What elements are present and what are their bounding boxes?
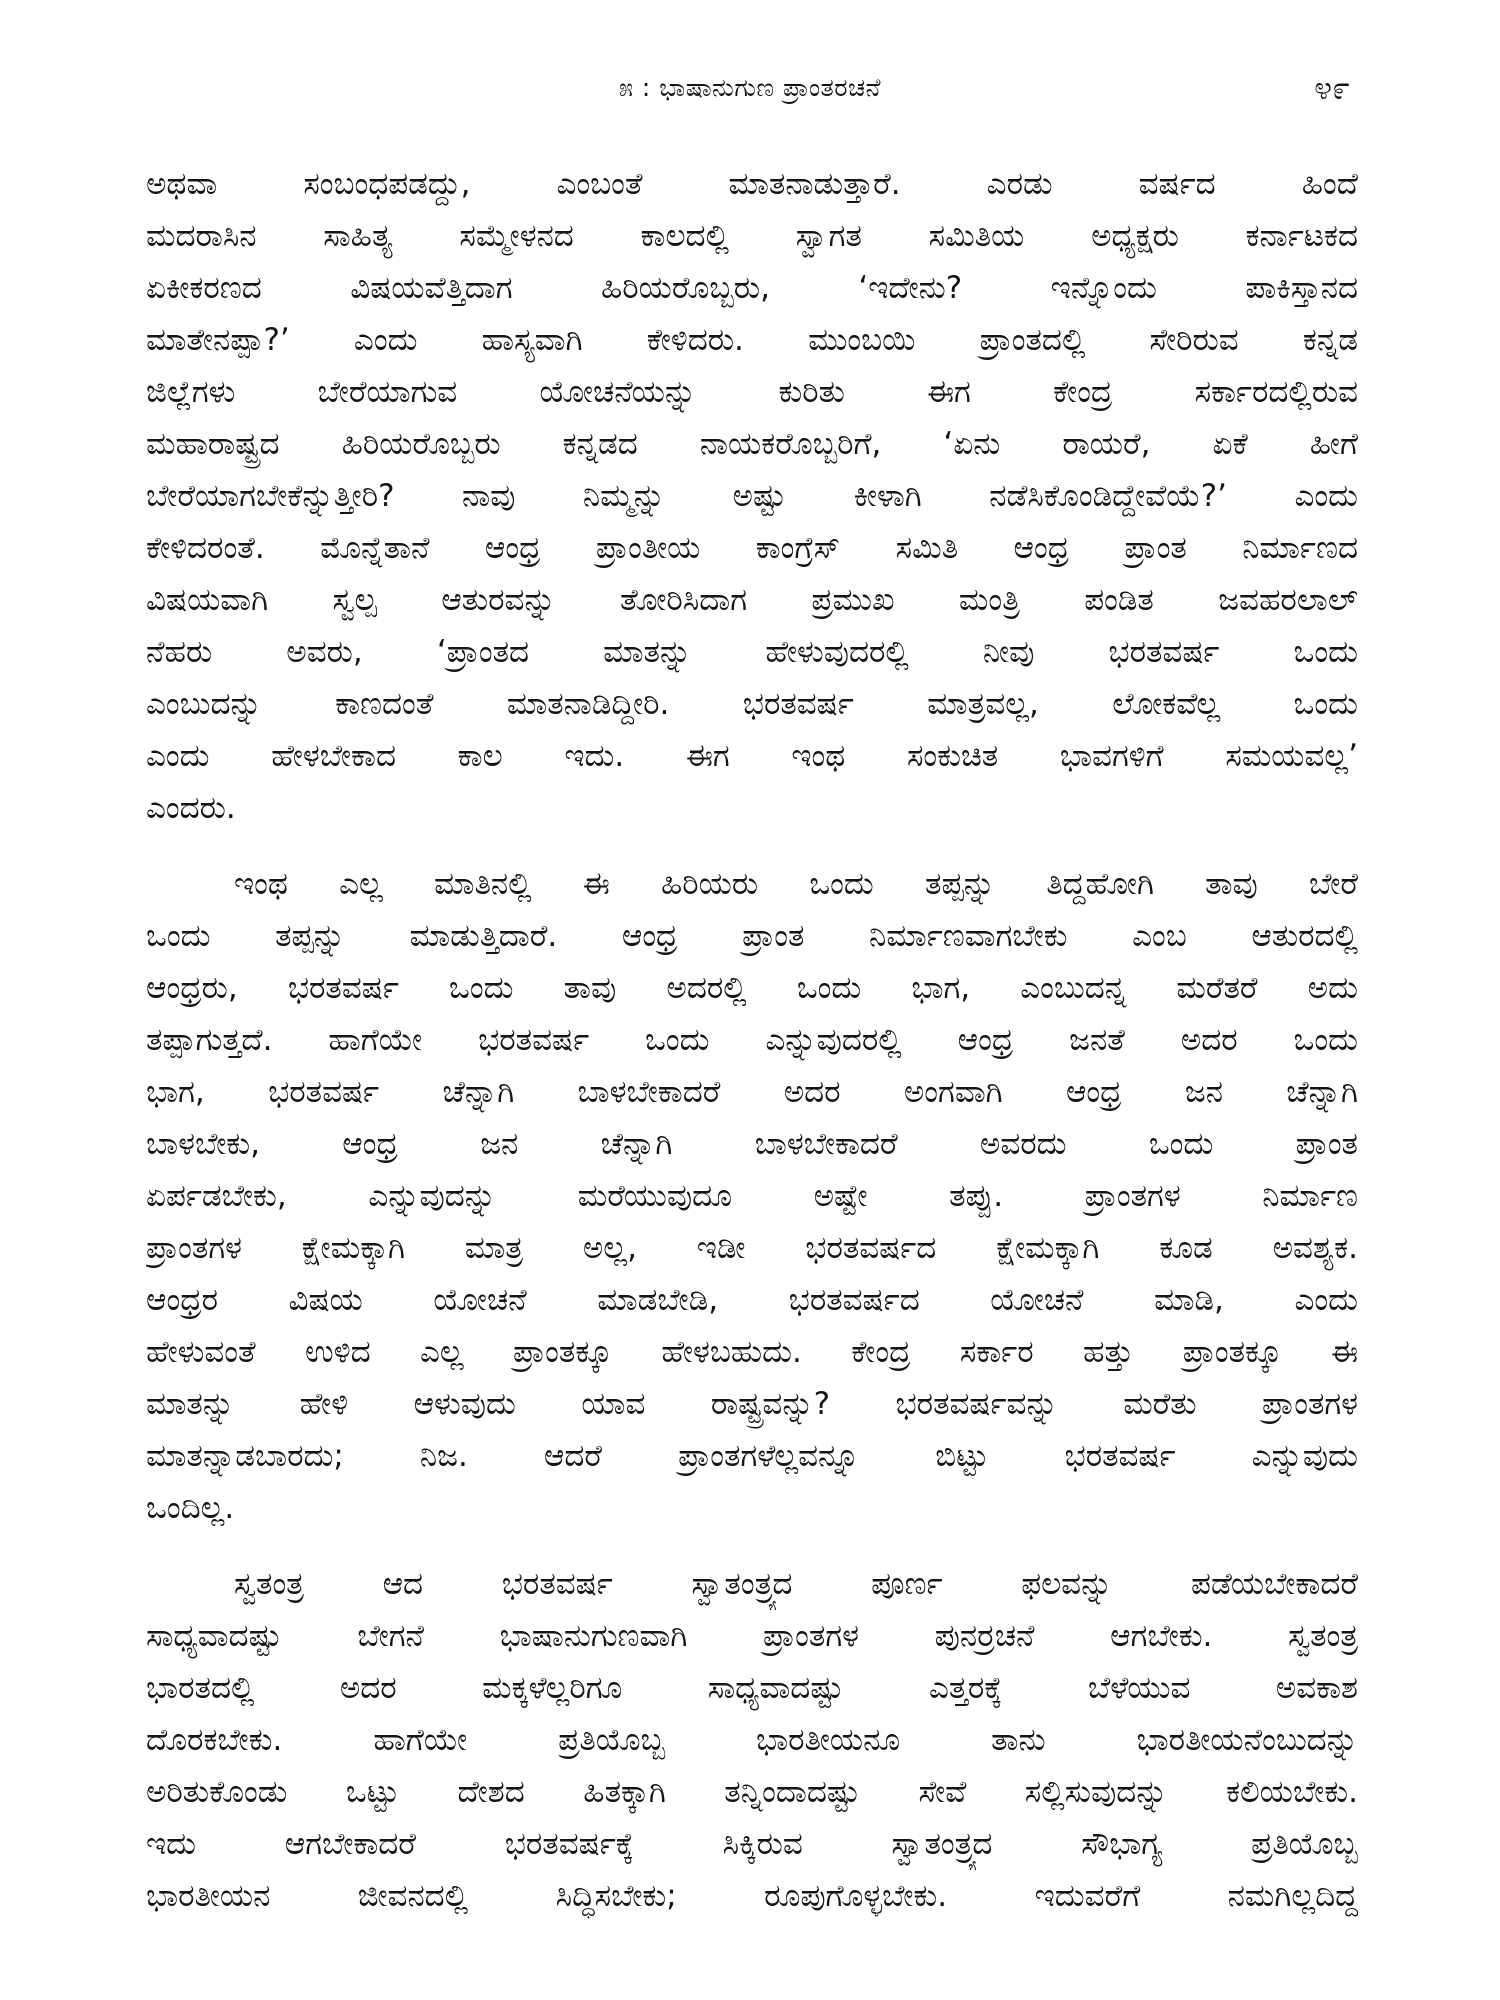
running-title: ೫ : ಭಾಷಾನುಗುಣ ಪ್ರಾಂತರಚನೆ [618,73,881,102]
text-line: ಹೇಳುವಂತೆ ಉಳಿದ ಎಲ್ಲ ಪ್ರಾಂತಕ್ಕೂ ಹೇಳಬಹುದು. ಕೇಂದ್ರ ಸರ್ಕಾರ ಹತ್ತು ಪ್ರಾಂತಕ್ಕೂ ಈ [146,1334,1358,1370]
text-line: ಎಂದು ಹೇಳಬೇಕಾದ ಕಾಲ ಇದು. ಈಗ ಇಂಥ ಸಂಕುಚಿತ ಭಾವಗಳಿಗೆ ಸಮಯವಲ್ಲ’ [146,738,1358,774]
text-line: ಏಕೀಕರಣದ ವಿಷಯವೆತ್ತಿದಾಗ ಹಿರಿಯರೊಬ್ಬರು, ‘ಇದೇನು? ಇನ್ನೊಂದು ಪಾಕಿಸ್ತಾನದ [146,270,1358,306]
body-text [146,158,1358,1922]
text-line: ಭಾಗ, ಭರತವರ್ಷ ಚೆನ್ನಾಗಿ ಬಾಳಬೇಕಾದರೆ ಅದರ ಅಂಗವಾಗಿ ಆಂಧ್ರ ಜನ ಚೆನ್ನಾಗಿ [146,1074,1358,1110]
text-line: ಅರಿತುಕೊಂಡು ಒಟ್ಟು ದೇಶದ ಹಿತಕ್ಕಾಗಿ ತನ್ನಿಂದಾದಷ್ಟು ಸೇವೆ ಸಲ್ಲಿಸುವುದನ್ನು ಕಲಿಯಬೇಕು. [146,1774,1358,1810]
paragraph [146,1558,1358,1922]
text-line: ಏರ್ಪಡಬೇಕು, ಎನ್ನುವುದನ್ನು ಮರೆಯುವುದೂ ಅಷ್ಟೇ ತಪ್ಪು. ಪ್ರಾಂತಗಳ ನಿರ್ಮಾಣ [146,1178,1358,1214]
text-line: ಪ್ರಾಂತಗಳ ಕ್ಷೇಮಕ್ಕಾಗಿ ಮಾತ್ರ ಅಲ್ಲ, ಇಡೀ ಭರತವರ್ಷದ ಕ್ಷೇಮಕ್ಕಾಗಿ ಕೂಡ ಅವಶ್ಯಕ. [146,1230,1358,1266]
text-line: ಮದರಾಸಿನ ಸಾಹಿತ್ಯ ಸಮ್ಮೇಳನದ ಕಾಲದಲ್ಲಿ ಸ್ವಾಗತ ಸಮಿತಿಯ ಅಧ್ಯಕ್ಷರು ಕರ್ನಾಟಕದ [146,218,1358,254]
text-line: ಒಂದಿಲ್ಲ. [146,1490,235,1526]
text-line: ಭಾರತೀಯನ ಜೀವನದಲ್ಲಿ ಸಿದ್ಧಿಸಬೇಕು; ರೂಪುಗೊಳ್ಳಬೇಕು. ಇದುವರೆಗೆ ನಮಗಿಲ್ಲದಿದ್ದ [146,1878,1358,1914]
paragraph [146,158,1358,834]
text-line: ಸಾಧ್ಯವಾದಷ್ಟು ಬೇಗನೆ ಭಾಷಾನುಗುಣವಾಗಿ ಪ್ರಾಂತಗಳ ಪುನರ್ರಚನೆ ಆಗಬೇಕು. ಸ್ವತಂತ್ರ [146,1618,1358,1654]
text-line: ಇಂಥ ಎಲ್ಲ ಮಾತಿನಲ್ಲಿ ಈ ಹಿರಿಯರು ಒಂದು ತಪ್ಪನ್ನು ತಿದ್ದಹೋಗಿ ತಾವು ಬೇರೆ [234,866,1358,902]
text-line: ಮಾತನ್ನಾಡಬಾರದು; ನಿಜ. ಆದರೆ ಪ್ರಾಂತಗಳೆಲ್ಲವನ್ನೂ ಬಿಟ್ಟು ಭರತವರ್ಷ ಎನ್ನುವುದು [146,1438,1358,1474]
paragraph [146,858,1358,1534]
text-line: ಇದು ಆಗಬೇಕಾದರೆ ಭರತವರ್ಷಕ್ಕೆ ಸಿಕ್ಕಿರುವ ಸ್ವಾತಂತ್ರ್ಯದ ಸೌಭಾಗ್ಯ ಪ್ರತಿಯೊಬ್ಬ [146,1826,1358,1862]
text-line: ಭಾರತದಲ್ಲಿ ಅದರ ಮಕ್ಕಳೆಲ್ಲರಿಗೂ ಸಾಧ್ಯವಾದಷ್ಟು ಎತ್ತರಕ್ಕೆ ಬೆಳೆಯುವ ಅವಕಾಶ [146,1670,1358,1706]
text-line: ನೆಹರು ಅವರು, ‘ಪ್ರಾಂತದ ಮಾತನ್ನು ಹೇಳುವುದರಲ್ಲಿ ನೀವು ಭರತವರ್ಷ ಒಂದು [146,634,1358,670]
text-line: ಮಾತನ್ನು ಹೇಳಿ ಆಳುವುದು ಯಾವ ರಾಷ್ಟ್ರವನ್ನು? ಭರತವರ್ಷವನ್ನು ಮರೆತು ಪ್ರಾಂತಗಳ [146,1386,1358,1422]
text-line: ಆಂಧ್ರರ ವಿಷಯ ಯೋಚನೆ ಮಾಡಬೇಡಿ, ಭರತವರ್ಷದ ಯೋಚನೆ ಮಾಡಿ, ಎಂದು [146,1282,1358,1318]
text-line: ಬೇರೆಯಾಗಬೇಕೆನ್ನುತ್ತೀರಿ? ನಾವು ನಿಮ್ಮನ್ನು ಅಷ್ಟು ಕೀಳಾಗಿ ನಡೆಸಿಕೊಂಡಿದ್ದೇವೆಯೆ?’ ಎಂದು [146,478,1358,514]
text-line: ತಪ್ಪಾಗುತ್ತದೆ. ಹಾಗೆಯೇ ಭರತವರ್ಷ ಒಂದು ಎನ್ನುವುದರಲ್ಲಿ ಆಂಧ್ರ ಜನತೆ ಅದರ ಒಂದು [146,1022,1358,1058]
text-line: ಮಾತೇನಪ್ಪಾ?’ ಎಂದು ಹಾಸ್ಯವಾಗಿ ಕೇಳಿದರು. ಮುಂಬಯಿ ಪ್ರಾಂತದಲ್ಲಿ ಸೇರಿರುವ ಕನ್ನಡ [146,322,1358,358]
text-line: ಅಥವಾ ಸಂಬಂಧಪಡದ್ದು, ಎಂಬಂತೆ ಮಾತನಾಡುತ್ತಾರೆ. ಎರಡು ವರ್ಷದ ಹಿಂದೆ [146,166,1358,202]
text-line: ಎಂಬುದನ್ನು ಕಾಣದಂತೆ ಮಾತನಾಡಿದ್ದೀರಿ. ಭರತವರ್ಷ ಮಾತ್ರವಲ್ಲ, ಲೋಕವೆಲ್ಲ ಒಂದು [146,686,1358,722]
text-line: ವಿಷಯವಾಗಿ ಸ್ವಲ್ಪ ಆತುರವನ್ನು ತೋರಿಸಿದಾಗ ಪ್ರಮುಖ ಮಂತ್ರಿ ಪಂಡಿತ ಜವಹರಲಾಲ್ [146,582,1358,618]
text-line: ಆಂಧ್ರರು, ಭರತವರ್ಷ ಒಂದು ತಾವು ಅದರಲ್ಲಿ ಒಂದು ಭಾಗ, ಎಂಬುದನ್ನ ಮರೆತರೆ ಅದು [146,970,1358,1006]
running-header [150,68,1350,124]
text-line: ಮಹಾರಾಷ್ಟ್ರದ ಹಿರಿಯರೊಬ್ಬರು ಕನ್ನಡದ ನಾಯಕರೊಬ್ಬರಿಗೆ, ‘ಏನು ರಾಯರೆ, ಏಕೆ ಹೀಗೆ [146,426,1358,462]
text-line: ಒಂದು ತಪ್ಪನ್ನು ಮಾಡುತ್ತಿದಾರೆ. ಆಂಧ್ರ ಪ್ರಾಂತ ನಿರ್ಮಾಣವಾಗಬೇಕು ಎಂಬ ಆತುರದಲ್ಲಿ [146,918,1358,954]
text-line: ದೊರಕಬೇಕು. ಹಾಗೆಯೇ ಪ್ರತಿಯೊಬ್ಬ ಭಾರತೀಯನೂ ತಾನು ಭಾರತೀಯನೆಂಬುದನ್ನು [146,1722,1358,1758]
text-line: ಜಿಲ್ಲೆಗಳು ಬೇರೆಯಾಗುವ ಯೋಚನೆಯನ್ನು ಕುರಿತು ಈಗ ಕೇಂದ್ರ ಸರ್ಕಾರದಲ್ಲಿರುವ [146,374,1358,410]
text-line: ಎಂದರು. [146,790,236,826]
text-line: ಕೇಳಿದರಂತೆ. ಮೊನ್ನೆತಾನೆ ಆಂಧ್ರ ಪ್ರಾಂತೀಯ ಕಾಂಗ್ರೆಸ್ ಸಮಿತಿ ಆಂಧ್ರ ಪ್ರಾಂತ ನಿರ್ಮಾಣದ [146,530,1358,566]
text-line: ಬಾಳಬೇಕು, ಆಂಧ್ರ ಜನ ಚೆನ್ನಾಗಿ ಬಾಳಬೇಕಾದರೆ ಅವರದು ಒಂದು ಪ್ರಾಂತ [146,1126,1358,1162]
page-number: ೪೯ [1314,69,1350,107]
text-line: ಸ್ವತಂತ್ರ ಆದ ಭರತವರ್ಷ ಸ್ವಾತಂತ್ರ್ಯದ ಪೂರ್ಣ ಫಲವನ್ನು ಪಡೆಯಬೇಕಾದರೆ [234,1566,1358,1602]
